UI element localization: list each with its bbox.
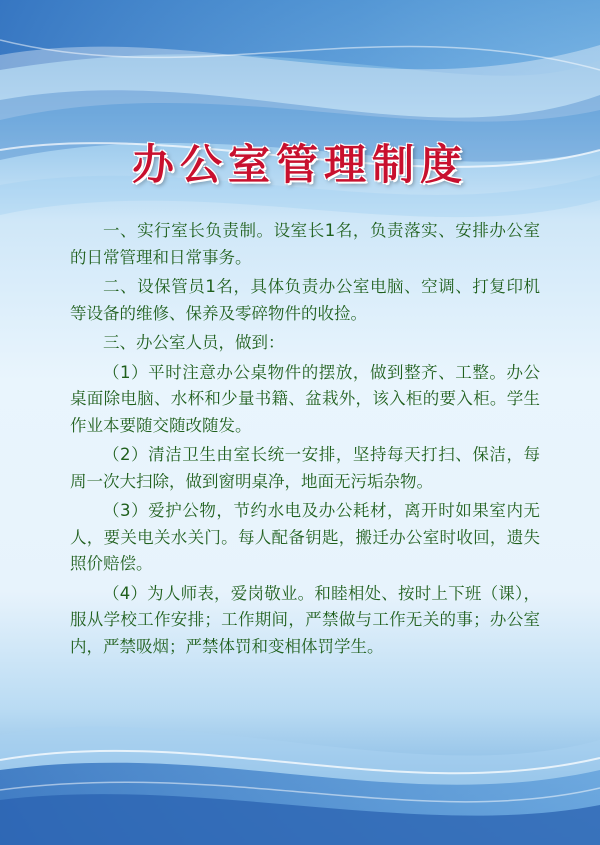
clause-3-item-3: （3）爱护公物，节约水电及办公耗材，离开时如果室内无人，要关电关水关门。每人配备钥匙，搬迁办公室时收回，遗失照价赔偿。 bbox=[70, 501, 540, 573]
clause-3: 三、办公室人员，做到： bbox=[103, 333, 285, 352]
page-title: 办公室管理制度 bbox=[131, 140, 468, 189]
regulation-text bbox=[70, 218, 540, 663]
clause-1: 一、实行室长负责制。设室长1名，负责落实、安排办公室的日常管理和日常事务。 bbox=[70, 221, 540, 267]
clause-3-item-4: （4）为人师表，爱岗敬业。和睦相处、按时上下班（课），服从学校工作安排；工作期间，严禁做与工作无关的事；办公室内，严禁吸烟；严禁体罚和变相体罚学生。 bbox=[70, 583, 540, 656]
clause-3-item-2: （2）清洁卫生由室长统一安排，坚持每天打扫、保洁，每周一次大扫除，做到窗明桌净，地面无污垢杂物。 bbox=[70, 445, 540, 491]
clause-3-item-1: （1）平时注意办公桌物件的摆放，做到整齐、工整。办公桌面除电脑、水杯和少量书籍、盆栽外，该入柜的要入柜。学生作业本要随交随改随发。 bbox=[70, 362, 540, 435]
clause-2: 二、设保管员1名，具体负责办公室电脑、空调、打复印机等设备的维修、保养及零碎物件的收捡。 bbox=[70, 277, 540, 323]
